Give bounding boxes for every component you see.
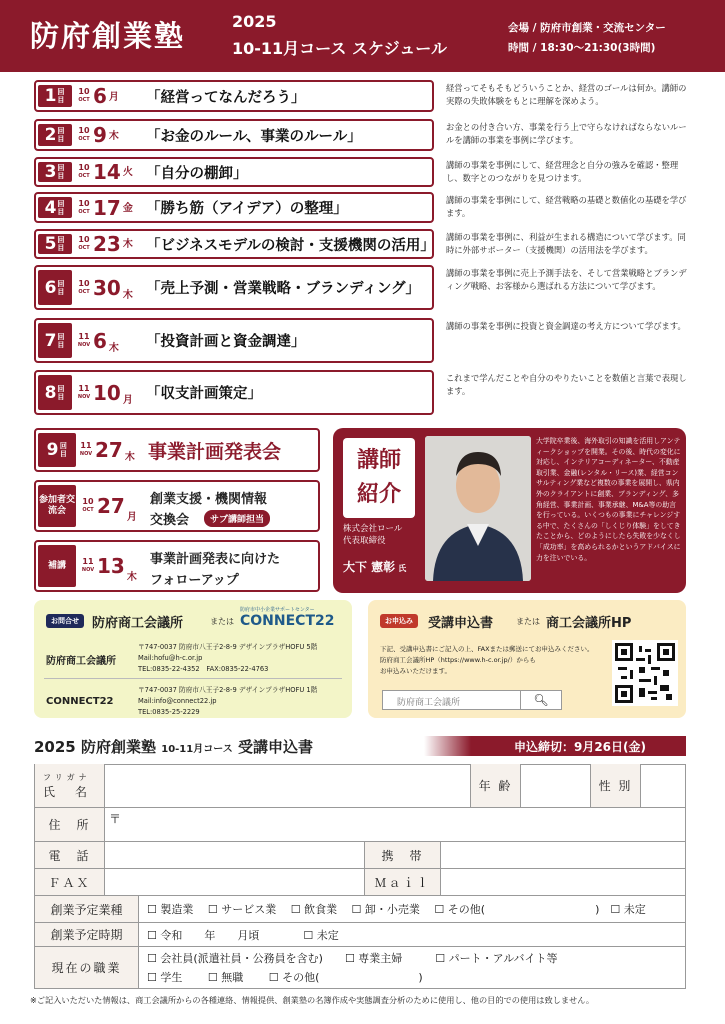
session-number: 4 回目 (38, 197, 72, 218)
teacher-profile (333, 428, 686, 593)
form-row-phone (34, 842, 686, 869)
apply-tag: お申込み (380, 614, 418, 628)
event-date: 10 OCT 27 月 (82, 494, 137, 523)
business-label: 創業予定業種 (35, 896, 139, 922)
session-title: 「収支計画策定」 (146, 386, 262, 402)
teacher-photo (425, 436, 531, 581)
session-8 (34, 370, 434, 415)
form-row-fax (34, 869, 686, 896)
mobile-label: 携 帯 (365, 842, 441, 868)
header-time: 時間 / 18:30〜21:30(3時間) (508, 42, 656, 54)
mail-field[interactable] (441, 869, 687, 895)
event-title-2: フォローアップ (150, 573, 239, 588)
apply-form-label: 受講申込書 (428, 616, 494, 631)
search-icon[interactable]: 🔍︎ (520, 690, 562, 710)
apply-note: 下記、受講申込書にご記入の上、FAXまたは郵送にてお申込みください。 防府商工会議所HP（https://www.h-c.or.jp/）からも お申込みいただけます。 (380, 645, 594, 675)
session-number: 9 回目 (38, 433, 76, 467)
session-number: 6 回目 (38, 270, 72, 305)
teacher-badge: 講師 紹介 (343, 438, 415, 518)
or-text: または (210, 617, 234, 626)
phone-label: 電 話 (35, 842, 105, 868)
contact-box (34, 600, 352, 718)
form-row-address (34, 808, 686, 842)
session-title: 「お金のルール、事業のルール」 (146, 128, 362, 145)
address-field[interactable]: 〒 (109, 812, 122, 826)
session-4 (34, 192, 434, 223)
apply-hp-label: 商工会議所HP (546, 616, 632, 631)
form-row-job (34, 947, 686, 989)
job-label: 現在の職業 (35, 947, 139, 988)
session-number: 2 回目 (38, 124, 72, 146)
chamber-name: 防府商工会議所 (46, 656, 116, 667)
search-box[interactable] (382, 690, 562, 710)
page-title: 防府創業塾 (30, 19, 186, 53)
session-2 (34, 119, 434, 151)
teacher-bio: 大学院卒業後、海外取引の知識を活用しアンティークショップを開業。その後、時代の変化に対応し、インテリアコーディネーター、不動産取引業、金融(レンタル・リース)業、経営コンサルティング業など複数の事業を展開し、県内外のクライアントに創業、ブランディング、多角経営、事業計画、事業承継、M&A等の助言を行っている。いくつもの事業にチャレンジする中で、たくさんの「しくじり体験」をしてきたことから、どのようにしたら失敗を少なくし「成功率」を高められるかというアドバイスに力を注いでいる。 (536, 437, 681, 562)
qr-code[interactable] (612, 640, 678, 706)
connect22-subtitle: 防府市中小企業サポートセンター (240, 607, 315, 613)
event-label: 参加者交流会 (38, 485, 76, 527)
address-label: 住 所 (35, 808, 105, 841)
header-banner (0, 0, 725, 72)
session-number: 7 回目 (38, 323, 72, 358)
session-title: 「ビジネスモデルの検討・支援機関の活用」 (146, 237, 435, 254)
header-year: 2025 (232, 12, 277, 31)
sex-label: 性 別 (591, 764, 641, 807)
connect22-info: 〒747-0037 防府市八王子2-8-9 デザインプラザHOFU 1階 Mail:info@connect22.jp TEL:0835-25-2229 (138, 686, 318, 716)
sub-teacher-badge: サブ講師担当 (204, 510, 270, 527)
header-course: 10-11月コース スケジュール (232, 39, 447, 58)
job-options[interactable]: ☐ 会社員(派遣社員・公務員を含む) ☐ 専業主婦 ☐ パート・アルバイト等 ☐ 学生 ☐ 無職 ☐ その他( ) (147, 951, 558, 984)
form-row-timing (34, 923, 686, 947)
timing-label: 創業予定時期 (35, 923, 139, 946)
session-number: 5 回目 (38, 234, 72, 254)
or-text: または (516, 617, 540, 626)
divider (44, 678, 342, 679)
teacher-name: 大下 憲彰 氏 (343, 560, 407, 574)
teacher-company: 株式会社ロール 代表取締役 (343, 524, 403, 546)
age-label: 年 齢 (471, 764, 521, 807)
session-description: 講師の事業を事例に売上予測手法を、そして営業戦略とブランディング戦略、お客様から選ばれる方法について学びます。 (446, 268, 687, 291)
contact-tag: お問合せ (46, 614, 84, 628)
form-row-name (34, 764, 686, 808)
mobile-field[interactable] (441, 842, 687, 868)
session-6 (34, 265, 434, 310)
contact-org: 防府商工会議所 (92, 616, 184, 631)
footnote: ※ご記入いただいた情報は、商工会議所からの各種連絡、情報提供、創業塾の名簿作成や実態調査分析のために使用し、他の目的での使用は致しません。 (30, 995, 595, 1005)
timing-options[interactable]: ☐ 令和 年 月頃 ☐ 未定 (147, 928, 339, 942)
form-title: 2025 防府創業塾 10-11月コース 受講申込書 (34, 738, 313, 756)
session-7 (34, 318, 434, 363)
apply-box (368, 600, 686, 718)
phone-field[interactable] (105, 842, 365, 868)
session-title: 「売上予測・営業戦略・ブランディング」 (146, 281, 421, 297)
session-description: 経営ってそもそもどういうことか、経営のゴールは何か。講師の実際の失敗体験をもとに理解を深めよう。 (446, 83, 687, 106)
search-input[interactable]: 防府商工会議所 (397, 698, 461, 708)
sex-field[interactable] (641, 764, 687, 807)
session-5 (34, 229, 434, 259)
session-3 (34, 157, 434, 187)
session-description: お金との付き合い方、事業を行う上で守らなければならないルールを講師の事業を事例に学びます。 (446, 122, 687, 145)
name-field[interactable] (105, 764, 471, 807)
event-title-2: 交換会 (150, 513, 190, 528)
session-date: 11 NOV 10 月 (77, 380, 133, 406)
session-number: 3 回目 (38, 162, 72, 182)
session-description: 講師の事業を事例に、利益が生まれる構造について学びます。同時に外部サポーター（支援機関）の活用法を学びます。 (446, 232, 686, 255)
fax-field[interactable] (105, 869, 365, 895)
connect22-logo: CONNECT22 (240, 613, 335, 629)
followup-event (34, 540, 320, 592)
event-title-1: 創業支援・機関情報 (150, 492, 268, 507)
fax-label: ＦＡＸ (35, 869, 105, 895)
session-description: 講師の事業を事例にして、経営戦略の基礎と数値化の基礎を学びます。 (446, 195, 687, 218)
session-date: 10 OCT 6 月 (78, 84, 119, 108)
session-description: 講師の事業を事例にして、経営理念と自分の強みを確認・整理し、数字とのつながりを見つけます。 (446, 160, 679, 183)
session-9 (34, 428, 320, 472)
age-field[interactable] (521, 764, 591, 807)
session-title: 「自分の棚卸」 (146, 165, 248, 182)
session-title: 事業計画発表会 (148, 440, 282, 463)
exchange-event (34, 480, 320, 532)
form-row-business (34, 896, 686, 923)
event-date: 11 NOV 13 木 (81, 554, 137, 583)
header-venue: 会場 / 防府市創業・交流センター (508, 22, 666, 34)
name-label: フリガナ 氏 名 (35, 764, 105, 807)
session-date: 10 OCT 14 火 (78, 160, 133, 184)
session-number: 8 回目 (38, 375, 72, 410)
business-options[interactable]: ☐ 製造業 ☐ サービス業 ☐ 飲食業 ☐ 卸・小売業 ☐ その他( ) ☐ 未定 (147, 903, 646, 916)
session-title: 「勝ち筋（アイデア）の整理」 (146, 201, 348, 217)
chamber-info: 〒747-0037 防府市八王子2-8-9 デザインプラザHOFU 5階 Mail:hofu@h-c.or.jp TEL:0835-22-4352 FAX:0835-22-4763 (138, 643, 318, 673)
session-title: 「投資計画と資金調達」 (146, 334, 306, 350)
session-description: これまで学んだことや自分のやりたいことを数値と言葉で表現します。 (446, 373, 687, 396)
session-title: 「経営ってなんだろう」 (146, 89, 306, 106)
mail-label: Ｍａｉｌ (365, 869, 441, 895)
deadline-banner: 申込締切：9月26日(金) (424, 736, 686, 756)
event-label: 補講 (38, 545, 76, 587)
session-date: 10 OCT 23 木 (78, 232, 133, 256)
connect22-name: CONNECT22 (46, 696, 114, 707)
session-number: 1 回目 (38, 85, 72, 107)
session-1 (34, 80, 434, 112)
session-date: 11 NOV 6 木 (77, 328, 119, 354)
session-date: 10 OCT 9 木 (78, 123, 119, 147)
session-description: 講師の事業を事例に投資と資金調達の考え方について学びます。 (446, 321, 686, 331)
session-date: 10 OCT 30 木 (78, 275, 133, 301)
session-date: 11 NOV 27 木 (79, 438, 135, 463)
session-date: 10 OCT 17 金 (78, 195, 133, 220)
event-title-1: 事業計画発表に向けた (150, 552, 281, 567)
